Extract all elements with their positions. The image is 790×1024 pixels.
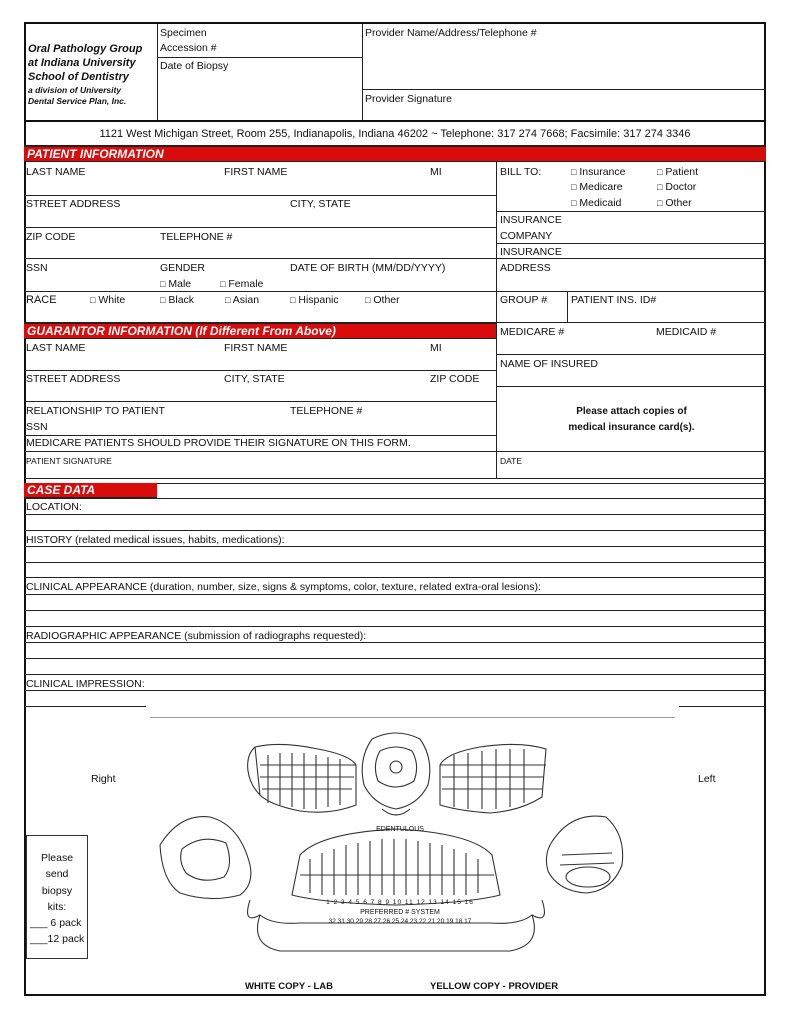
rule-c6: [24, 594, 766, 595]
signature-date-label: DATE: [500, 456, 523, 466]
medicare-number-label: MEDICARE #: [500, 326, 565, 338]
medicare-signature-note: MEDICARE PATIENTS SHOULD PROVIDE THEIR SIGNATURE ON THIS FORM.: [26, 437, 411, 449]
case-data-header: CASE DATA: [24, 483, 157, 498]
edentulous-label: EDENTULOUS: [376, 826, 424, 833]
specimen-label: Specimen: [160, 27, 207, 39]
rule-c2: [24, 530, 766, 531]
bill-patient-label: Patient: [665, 166, 699, 178]
rule-c10: [24, 658, 766, 659]
rule-g1: [24, 370, 496, 371]
right-lateral-jaw-drawing: [248, 744, 356, 812]
group-number-label: GROUP #: [500, 294, 548, 306]
rule-c3: [24, 546, 766, 547]
rule-c7: [24, 610, 766, 611]
rule-c8: [24, 626, 766, 627]
medicaid-number-label: MEDICAID #: [656, 326, 717, 338]
guarantor-first-name-label: FIRST NAME: [224, 342, 288, 354]
checkbox-icon: □: [657, 182, 663, 192]
bill-other-label: Other: [665, 197, 692, 209]
rule-g2: [24, 401, 496, 402]
kits-six-pack[interactable]: ___ 6 pack: [30, 917, 82, 929]
rule-c0b: [157, 483, 766, 484]
left-lateral-jaw-drawing: [440, 744, 546, 813]
guarantor-ssn-label: SSN: [26, 421, 48, 433]
checkbox-icon: □: [90, 295, 96, 305]
bill-other-checkbox[interactable]: [657, 197, 692, 210]
name-of-insured-label: NAME OF INSURED: [500, 358, 599, 370]
race-white-checkbox[interactable]: [90, 294, 125, 307]
rule-c14: [150, 717, 675, 718]
rule-g5: [24, 478, 766, 479]
rule-c9: [24, 642, 766, 643]
provider-name-field[interactable]: [363, 41, 765, 88]
patient-dob-label: DATE OF BIRTH (MM/DD/YYYY): [290, 262, 446, 274]
white-copy-label: WHITE COPY - LAB: [245, 981, 333, 992]
dental-diagram[interactable]: [150, 725, 630, 965]
attach-card-note-2: medical insurance card(s).: [568, 422, 695, 433]
insurance-company-label-2: COMPANY: [500, 230, 553, 242]
rule-g3: [24, 435, 496, 436]
org-name-line1: Oral Pathology Group: [28, 43, 143, 55]
patient-street-label: STREET ADDRESS: [26, 198, 121, 210]
rule-b4: [496, 354, 766, 355]
bill-doctor-label: Doctor: [665, 181, 697, 193]
insurance-company-label-1: INSURANCE: [500, 214, 562, 226]
bill-medicare-checkbox[interactable]: [571, 181, 623, 194]
race-hispanic-checkbox[interactable]: [290, 294, 339, 307]
org-name-line2: at Indiana University: [28, 57, 136, 69]
org-name-line3: School of Dentistry: [28, 71, 129, 83]
bill-insurance-label: Insurance: [579, 166, 626, 178]
patient-first-name-label: FIRST NAME: [224, 166, 288, 178]
provider-signature-label: Provider Signature: [365, 93, 452, 105]
checkbox-icon: □: [571, 182, 577, 192]
org-name-line4: a division of University: [28, 85, 122, 95]
insurance-company-field[interactable]: [560, 212, 765, 242]
rule-b2: [496, 243, 766, 244]
checkbox-icon: □: [365, 295, 371, 305]
patient-ins-id-label: PATIENT INS. ID#: [571, 294, 657, 306]
race-hispanic-label: Hispanic: [298, 294, 339, 306]
patient-telephone-label: TELEPHONE #: [160, 231, 233, 243]
guarantor-zip-label: ZIP CODE: [430, 373, 480, 385]
patient-info-header: PATIENT INFORMATION: [24, 146, 766, 162]
bill-medicaid-label: Medicaid: [579, 197, 622, 209]
bill-to-label: BILL TO:: [500, 166, 542, 178]
lower-tooth-numbers: 32 31 30 29 28 27 26 25 24 23 22 21 20 19 18 17: [328, 918, 472, 925]
rule-p2: [24, 227, 496, 228]
patient-last-name-label: LAST NAME: [26, 166, 86, 178]
rule-p4: [24, 291, 766, 292]
rule-c5: [24, 577, 766, 578]
rule-b5: [496, 386, 766, 387]
right-mandible-drawing: [160, 817, 251, 899]
yellow-copy-label: YELLOW COPY - PROVIDER: [430, 981, 559, 992]
guarantor-city-label: CITY, STATE: [224, 373, 285, 385]
radiographic-label: RADIOGRAPHIC APPEARANCE (submission of radiographs requested):: [26, 630, 367, 642]
kits-line3: biopsy: [41, 885, 73, 897]
guarantor-info-header: GUARANTOR INFORMATION (If Different From Above): [24, 323, 496, 339]
guarantor-relationship-label: RELATIONSHIP TO PATIENT: [26, 405, 165, 417]
guarantor-last-name-label: LAST NAME: [26, 342, 86, 354]
clinical-appearance-label: CLINICAL APPEARANCE (duration, number, size, signs & symptoms, color, texture, related extra-oral lesions):: [26, 581, 541, 593]
race-other-label: Other: [373, 294, 400, 306]
clinical-impression-label: CLINICAL IMPRESSION:: [26, 678, 145, 690]
kits-line1: Please: [40, 852, 74, 864]
patient-city-label: CITY, STATE: [290, 198, 351, 210]
upper-tooth-numbers: 1 2 3 4 5 6 7 8 9 10 11 12 13 14 15 16: [326, 899, 474, 906]
rule-c13: [24, 706, 146, 707]
checkbox-icon: □: [220, 279, 226, 289]
checkbox-icon: □: [571, 167, 577, 177]
checkbox-icon: □: [657, 167, 663, 177]
accession-label: Accession #: [160, 42, 217, 54]
patient-gender-label: GENDER: [160, 262, 205, 274]
rule-c15: [679, 706, 766, 707]
race-asian-checkbox[interactable]: [225, 294, 259, 307]
race-white-label: White: [98, 294, 126, 306]
insurance-address-label-2: ADDRESS: [500, 262, 551, 274]
bill-patient-checkbox[interactable]: [657, 166, 698, 179]
clinical-impression-field[interactable]: [150, 675, 765, 690]
left-mandible-drawing: [546, 816, 622, 893]
checkbox-icon: □: [160, 279, 166, 289]
provider-signature-field[interactable]: [460, 90, 765, 119]
patient-signature-field[interactable]: [25, 452, 495, 478]
rule-c12: [24, 690, 766, 691]
location-label: LOCATION:: [26, 501, 82, 513]
race-black-checkbox[interactable]: [160, 294, 194, 307]
palate-top-drawing: [362, 733, 430, 815]
group-divider: [567, 291, 568, 322]
guarantor-mi-label: MI: [430, 342, 442, 354]
preferred-numbering-label: PREFERRED # SYSTEM: [360, 909, 440, 916]
race-black-label: Black: [168, 294, 195, 306]
checkbox-icon: □: [225, 295, 231, 305]
gender-female-checkbox[interactable]: [220, 278, 263, 291]
patient-zip-label: ZIP CODE: [26, 231, 76, 243]
right-side-label: Right: [91, 773, 116, 785]
kits-line2: send: [45, 868, 69, 880]
insurance-address-field[interactable]: [560, 259, 765, 290]
org-name-line5: Dental Service Plan, Inc.: [28, 96, 127, 106]
checkbox-icon: □: [571, 198, 577, 208]
header-bottom-line: [24, 120, 766, 122]
date-of-biopsy-field[interactable]: [158, 74, 361, 119]
patient-zip-field[interactable]: [25, 244, 495, 258]
rule-c1: [24, 514, 766, 515]
guarantor-street-label: STREET ADDRESS: [26, 373, 121, 385]
gender-male-label: Male: [168, 278, 192, 290]
location-field[interactable]: [90, 499, 765, 514]
signature-date-field[interactable]: [497, 452, 765, 478]
lab-address: 1121 West Michigan Street, Room 255, Indianapolis, Indiana 46202 ~ Telephone: 317 274 7668; Facsimile: 317 274 3346: [99, 128, 691, 140]
specimen-rule: [157, 57, 362, 58]
bill-medicare-label: Medicare: [579, 181, 623, 193]
race-asian-label: Asian: [232, 294, 260, 306]
guarantor-telephone-label: TELEPHONE #: [290, 405, 363, 417]
gender-male-checkbox[interactable]: [160, 278, 191, 291]
patient-mi-label: MI: [430, 166, 442, 178]
insurance-address-label-1: INSURANCE: [500, 246, 562, 258]
checkbox-icon: □: [657, 198, 663, 208]
bill-doctor-checkbox[interactable]: [657, 181, 696, 194]
patient-street-field[interactable]: [25, 211, 495, 227]
rule-c4: [24, 562, 766, 563]
kits-line4: kits:: [47, 901, 67, 913]
date-of-biopsy-label: Date of Biopsy: [160, 60, 229, 72]
patient-ssn-label: SSN: [26, 262, 48, 274]
checkbox-icon: □: [290, 295, 296, 305]
attach-card-note-1: Please attach copies of: [576, 406, 687, 417]
history-label: HISTORY (related medical issues, habits, medications):: [26, 534, 285, 546]
patient-race-label: RACE: [26, 294, 57, 306]
patient-name-field[interactable]: [25, 179, 495, 195]
panoramic-dentition-drawing: [248, 829, 545, 951]
kits-twelve-pack[interactable]: ___12 pack: [30, 933, 85, 945]
rule-p1: [24, 195, 496, 196]
patient-signature-label: PATIENT SIGNATURE: [26, 456, 112, 466]
bill-insurance-checkbox[interactable]: [571, 166, 625, 179]
gender-female-label: Female: [228, 278, 264, 290]
bill-medicaid-checkbox[interactable]: [571, 197, 621, 210]
race-other-checkbox[interactable]: [365, 294, 400, 307]
checkbox-icon: □: [160, 295, 166, 305]
provider-name-label: Provider Name/Address/Telephone #: [365, 27, 537, 39]
left-side-label: Left: [698, 773, 716, 785]
